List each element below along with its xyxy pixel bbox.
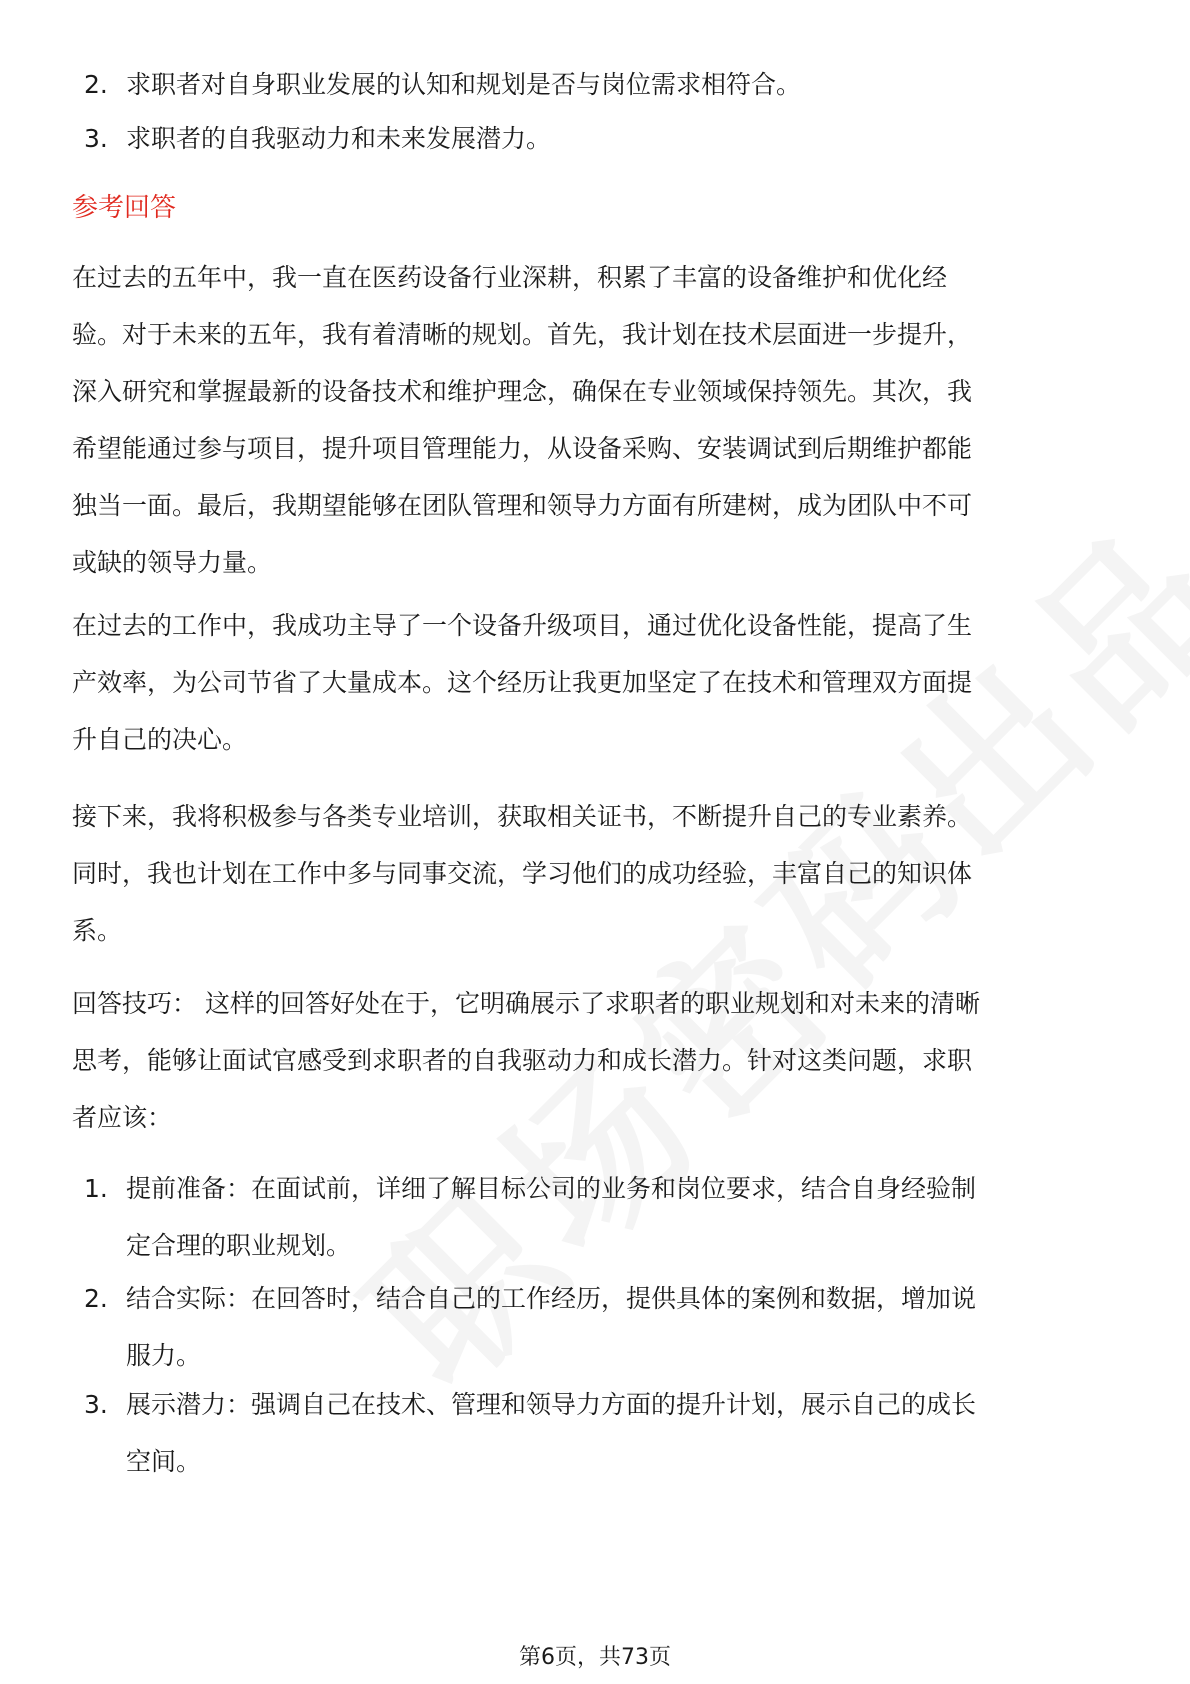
paragraph-line: 独当一面。最后，我期望能够在团队管理和领导力方面有所建树，成为团队中不可: [72, 491, 973, 520]
paragraph-line: 升自己的决心。: [72, 725, 248, 754]
paragraph-line: 深入研究和掌握最新的设备技术和维护理念，确保在专业领域保持领先。其次，我: [72, 377, 973, 406]
list-number: 3.: [84, 124, 108, 153]
list-line: 定合理的职业规划。: [126, 1231, 352, 1260]
answer-heading: 参考回答: [72, 193, 177, 223]
paragraph-line: 验。对于未来的五年，我有着清晰的规划。首先，我计划在技术层面进一步提升，: [72, 320, 973, 349]
list-text: [126, 1270, 1116, 1384]
list-line: 提前准备：在面试前，详细了解目标公司的业务和岗位要求，结合自身经验制: [126, 1174, 977, 1203]
paragraph: [72, 788, 1122, 959]
list-text: 求职者对自身职业发展的认知和规划是否与岗位需求相符合。: [126, 70, 802, 99]
paragraph: [72, 249, 1122, 591]
list-number: 2.: [84, 70, 108, 99]
list-number: 2.: [84, 1284, 108, 1313]
list-text: 求职者的自我驱动力和未来发展潜力。: [126, 124, 552, 153]
paragraph-line: 思考，能够让面试官感受到求职者的自我驱动力和成长潜力。针对这类问题，求职: [72, 1046, 973, 1075]
paragraph-line: 回答技巧： 这样的回答好处在于，它明确展示了求职者的职业规划和对未来的清晰: [72, 989, 980, 1018]
paragraph-line: 者应该：: [72, 1103, 173, 1132]
paragraph: [72, 597, 1122, 768]
list-number: 3.: [84, 1390, 108, 1419]
paragraph-line: 在过去的五年中，我一直在医药设备行业深耕，积累了丰富的设备维护和优化经: [72, 263, 948, 292]
list-text: [126, 1376, 1116, 1490]
paragraph-line: 产效率，为公司节省了大量成本。这个经历让我更加坚定了在技术和管理双方面提: [72, 668, 973, 697]
paragraph-line: 希望能通过参与项目，提升项目管理能力，从设备采购、安装调试到后期维护都能: [72, 434, 973, 463]
paragraph-line: 同时，我也计划在工作中多与同事交流，学习他们的成功经验，丰富自己的知识体: [72, 859, 973, 888]
list-number: 1.: [84, 1174, 108, 1203]
list-line: 结合实际：在回答时，结合自己的工作经历，提供具体的案例和数据，增加说: [126, 1284, 977, 1313]
list-line: 展示潜力：强调自己在技术、管理和领导力方面的提升计划，展示自己的成长: [126, 1390, 977, 1419]
paragraph-line: 接下来，我将积极参与各类专业培训，获取相关证书，不断提升自己的专业素养。: [72, 802, 973, 831]
list-text: [126, 1160, 1116, 1274]
list-line: 服力。: [126, 1341, 202, 1370]
page-footer: 第6页，共73页: [519, 1645, 671, 1670]
paragraph-line: 在过去的工作中，我成功主导了一个设备升级项目，通过优化设备性能，提高了生: [72, 611, 973, 640]
list-line: 空间。: [126, 1447, 202, 1476]
paragraph-line: 系。: [72, 916, 123, 945]
paragraph: [72, 975, 1122, 1146]
paragraph-line: 或缺的领导力量。: [72, 548, 273, 577]
